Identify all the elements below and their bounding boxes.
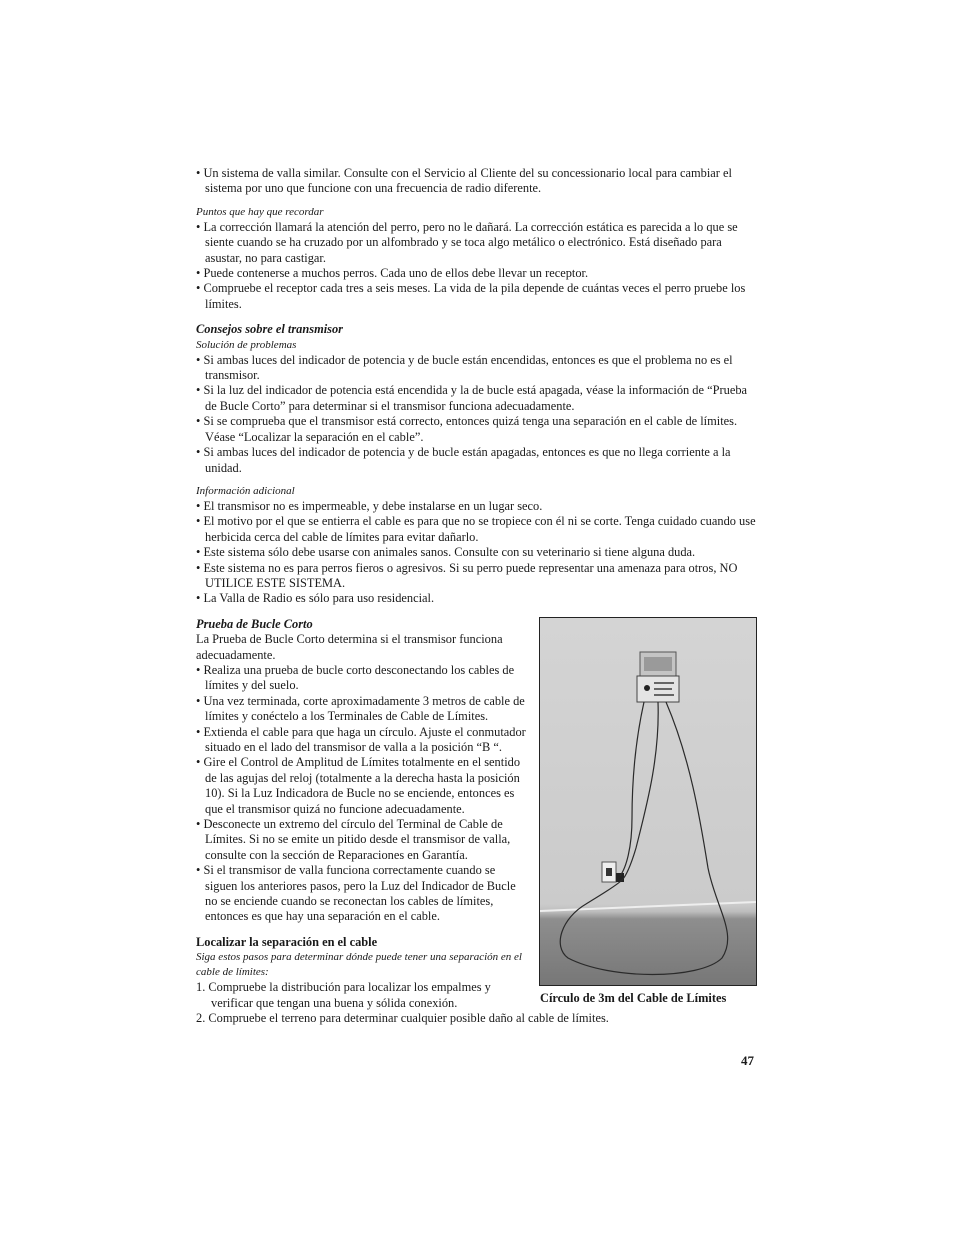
bullet: • Realiza una prueba de bucle corto desconectando los cables de límites y del suelo. — [196, 663, 526, 694]
subheading-additional: Información adicional — [196, 484, 295, 497]
transmitter-box-icon — [637, 652, 679, 702]
heading-short-loop: Prueba de Bucle Corto — [196, 616, 313, 631]
bullet: • Si se comprueba que el transmisor está correcto, entonces quizá tenga una separación en el cable de límites. Véase “Localizar la separación en el cable”. — [196, 414, 756, 445]
heading-locate: Localizar la separación en el cable — [196, 934, 378, 949]
bullet: • El motivo por el que se entierra el cable es para que no se tropiece con él ni se corte. Tenga cuidado cuando use herbicida cerca del cable de límites para evitar dañarlo. — [196, 514, 756, 545]
short-loop-section — [196, 617, 526, 1011]
wire-loop-icon — [560, 702, 727, 975]
bullet: • La Valla de Radio es sólo para uso residencial. — [196, 591, 756, 606]
figure-caption: Círculo de 3m del Cable de Límites — [540, 991, 727, 1005]
bullet: • Si ambas luces del indicador de potencia y de bucle están encendidas, entonces es que el problema no es el transmisor. — [196, 353, 756, 384]
bullet: • La corrección llamará la atención del perro, pero no le dañará. La corrección estática es parecida a lo que se siente cuando se ha cruzado por un alfombrado y se toca algo metálico o electrónico. Está diseñado para asustar, no para castigar. — [196, 220, 756, 266]
bullet: • Compruebe el receptor cada tres a seis meses. La vida de la pila depende de cuántas veces el perro pruebe los límites. — [196, 281, 756, 312]
wall-outlet-icon — [602, 862, 624, 882]
bullet: • El transmisor no es impermeable, y debe instalarse en un lugar seco. — [196, 499, 756, 514]
bullet: • Si el transmisor de valla funciona correctamente cuando se siguen los anteriores pasos, pero la Luz del Indicador de Bucle no se enciende cuando se reconectan los cables de límites, entonces es que hay una separación en el cable. — [196, 863, 526, 925]
subheading-remember: Puntos que hay que recordar — [196, 205, 324, 218]
short-loop-intro: La Prueba de Bucle Corto determina si el transmisor funciona adecuadamente. — [196, 632, 503, 662]
bullet: • Gire el Control de Amplitud de Límites totalmente en el sentido de las agujas del reloj (totalmente a la derecha hasta la posición 10). Si la Luz Indicadora de Bucle no se enciende, entonces es que el transmisor quizá no funcione adecuadamente. — [196, 755, 526, 817]
subheading-locate: Siga estos pasos para determinar dónde puede tener una separación en el cable de límites: — [196, 951, 522, 979]
bullet: • Puede contenerse a muchos perros. Cada uno de ellos debe llevar un receptor. — [196, 266, 756, 281]
heading-transmitter: Consejos sobre el transmisor — [196, 322, 343, 337]
page-number: 47 — [741, 1053, 754, 1068]
bullet: • Si ambas luces del indicador de potencia y de bucle están apagadas, entonces es que no llega corriente a la unidad. — [196, 445, 756, 476]
numbered-step: 1. Compruebe la distribución para localizar los empalmes y verificar que tengan una buena y sólida conexión. — [196, 980, 491, 1010]
subheading-troubleshooting: Solución de problemas — [196, 338, 297, 351]
bullet: • Si la luz del indicador de potencia está encendida y la de bucle está apagada, véase la información de “Prueba de Bucle Corto” para determinar si el transmisor funciona adecuadamente. — [196, 383, 756, 414]
numbered-step: 2. Compruebe el terreno para determinar cualquier posible daño al cable de límites. — [196, 1011, 609, 1026]
bullet: • Este sistema no es para perros fieros o agresivos. Si su perro puede representar una amenaza para otros, NO UTILICE ESTE SISTEMA. — [196, 561, 756, 592]
bullet: • Este sistema sólo debe usarse con animales sanos. Consulte con su veterinario si tiene alguna duda. — [196, 545, 756, 560]
bullet: • Un sistema de valla similar. Consulte con el Servicio al Cliente del su concessionario local para cambiar el sistema por uno que funcione con una frecuencia de radio diferente. — [196, 166, 756, 197]
bullet: • Desconecte un extremo del círculo del Terminal de Cable de Límites. Si no se emite un pitido desde el transmisor de valla, consulte con la sección de Reparaciones en Garantía. — [196, 817, 526, 863]
boundary-wire-loop-photo — [539, 617, 757, 986]
photo-illustration — [540, 618, 756, 985]
bullet: • Una vez terminada, corte aproximadamente 3 metros de cable de límites y conéctelo a los Terminales de Cable de Límites. — [196, 694, 526, 725]
bullet: • Extienda el cable para que haga un círculo. Ajuste el conmutador situado en el lado del transmisor de valla a la posición “B “. — [196, 725, 526, 756]
